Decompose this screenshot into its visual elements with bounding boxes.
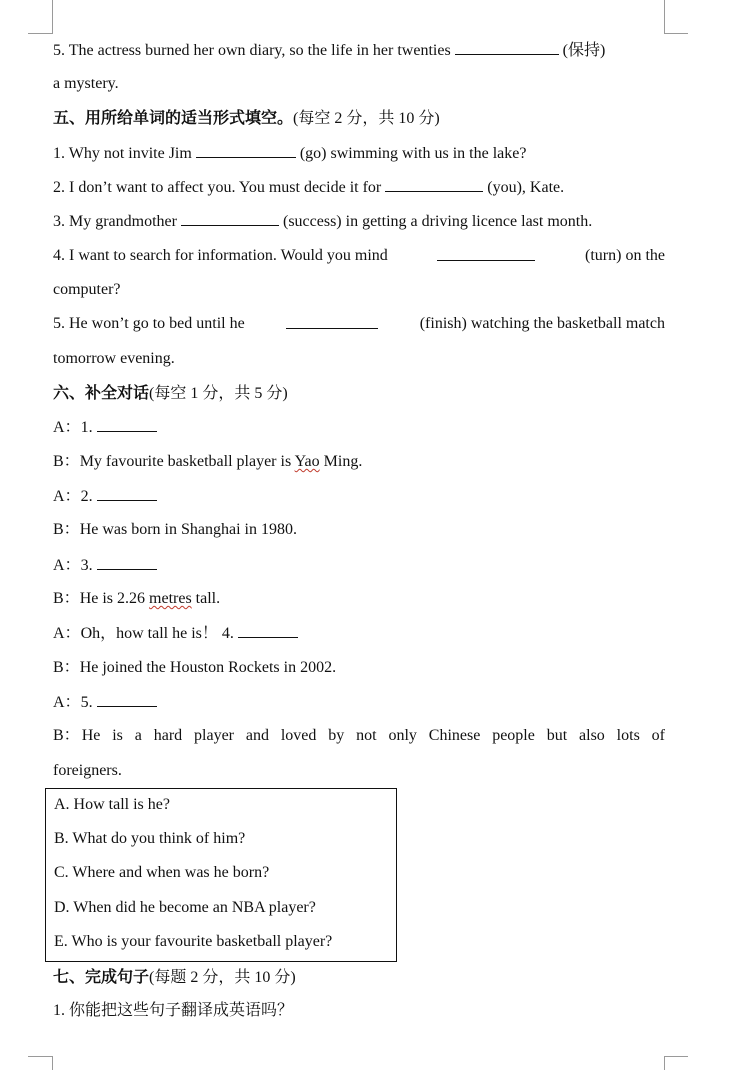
dialog-line-1 [53, 417, 157, 438]
section-5-heading [53, 108, 440, 129]
speaker: B： [53, 727, 80, 744]
speaker: A： [53, 557, 81, 574]
prev-question-5 [53, 40, 605, 61]
dialog-line-5 [53, 555, 157, 576]
answer-blank[interactable] [455, 40, 559, 55]
item-hint: (turn) on the [585, 247, 665, 264]
dialog-text: My favourite basketball player is [79, 453, 295, 470]
speaker: B： [53, 521, 80, 538]
item-hint: (success) in getting a driving licence last month. [282, 213, 593, 230]
speaker: A： [53, 625, 81, 642]
answer-blank[interactable] [437, 246, 535, 261]
corner-mark-top-right-h [664, 33, 688, 34]
corner-mark-bottom-left [52, 1056, 53, 1070]
prev-question-5-cont: a mystery. [53, 75, 119, 92]
s5-item-4 [53, 246, 665, 266]
speaker: A： [53, 694, 81, 711]
dialog-line-7 [53, 623, 298, 644]
option-c: C. Where and when was he born? [54, 864, 270, 881]
dialog-line-6 [53, 589, 220, 609]
corner-mark-bottom-right-h [664, 1056, 688, 1057]
options-box [45, 788, 397, 962]
corner-mark-top-left [52, 0, 53, 34]
dialog-text: 3. [80, 557, 93, 574]
item-hint: (finish) watching the basketball match [419, 315, 665, 332]
answer-blank[interactable] [97, 555, 157, 570]
item-text: 1. Why not invite Jim [53, 145, 192, 162]
section-7-heading [53, 967, 296, 988]
word-hint: (保持) [562, 42, 606, 59]
corner-mark-top-right [664, 0, 665, 34]
dialog-line-4 [53, 520, 297, 540]
s5-item-1 [53, 143, 526, 164]
answer-blank[interactable] [238, 623, 298, 638]
speaker: A： [53, 488, 81, 505]
corner-mark-bottom-right [664, 1056, 665, 1070]
section-title: 五、用所给单词的适当形式填空。 [53, 108, 294, 127]
dialog-text: tall. [191, 590, 221, 607]
speaker: B： [53, 453, 80, 470]
dialog-line-10 [53, 726, 665, 746]
s5-item-2 [53, 177, 564, 198]
answer-blank[interactable] [97, 417, 157, 432]
option-a: A. How tall is he? [54, 796, 170, 813]
corner-mark-top-left-h [28, 33, 52, 34]
answer-blank[interactable] [97, 486, 157, 501]
answer-blank[interactable] [196, 143, 296, 158]
dialog-text: He is 2.26 [79, 590, 150, 607]
item-hint: (you), Kate. [487, 179, 565, 196]
dialog-line-8 [53, 658, 336, 678]
dialog-text: 2. [80, 488, 93, 505]
speaker: B： [53, 659, 80, 676]
speaker: B： [53, 590, 80, 607]
section-score: (每空 2 分，共 10 分) [293, 110, 440, 127]
s5-item-5-cont: tomorrow evening. [53, 350, 175, 367]
answer-blank[interactable] [286, 314, 378, 329]
question-text: The actress burned her own diary, so the life in her twenties [68, 42, 451, 59]
item-text: 4. I want to search for information. Would you mind [53, 247, 388, 264]
answer-blank[interactable] [385, 177, 483, 192]
corner-mark-bottom-left-h [28, 1056, 52, 1057]
dialog-text: 5. [80, 694, 93, 711]
dialog-line-3 [53, 486, 157, 507]
s5-item-5 [53, 314, 665, 334]
item-text: 5. He won’t go to bed until he [53, 315, 245, 332]
dialog-text: He was born in Shanghai in 1980. [79, 521, 297, 538]
speaker: A： [53, 419, 81, 436]
dialog-text: Ming. [319, 453, 363, 470]
dialog-line-2 [53, 452, 362, 472]
option-b: B. What do you think of him? [54, 830, 246, 847]
answer-blank[interactable] [97, 692, 157, 707]
section-score: (每题 2 分，共 10 分) [149, 969, 296, 986]
section-title: 六、补全对话 [53, 383, 150, 402]
s5-item-3 [53, 211, 592, 232]
section-title: 七、完成句子 [53, 967, 150, 986]
answer-blank[interactable] [181, 211, 279, 226]
option-d: D. When did he become an NBA player? [54, 899, 316, 916]
item-text: 3. My grandmother [53, 213, 177, 230]
dialog-text: 1. [80, 419, 93, 436]
dialog-line-9 [53, 692, 157, 713]
spellcheck-word: metres [149, 590, 192, 607]
dialog-line-10-cont: foreigners. [53, 762, 122, 779]
dialog-text: He joined the Houston Rockets in 2002. [79, 659, 337, 676]
section-score: (每空 1 分，共 5 分) [149, 385, 288, 402]
question-number: 5. [53, 42, 65, 59]
s5-item-4-cont: computer? [53, 281, 121, 298]
option-e: E. Who is your favourite basketball player? [54, 933, 333, 950]
item-hint: (go) swimming with us in the lake? [299, 145, 527, 162]
section-6-heading [53, 383, 288, 404]
spellcheck-word: Yao [294, 453, 320, 470]
item-text: 2. I don’t want to affect you. You must decide it for [53, 179, 382, 196]
s7-question-1: 1. 你能把这些句子翻译成英语吗？ [53, 1002, 294, 1019]
dialog-text: Oh，how tall he is！ 4. [80, 625, 234, 642]
dialog-text: He is a hard player and loved by not only Chinese people but also lots of [81, 727, 665, 744]
